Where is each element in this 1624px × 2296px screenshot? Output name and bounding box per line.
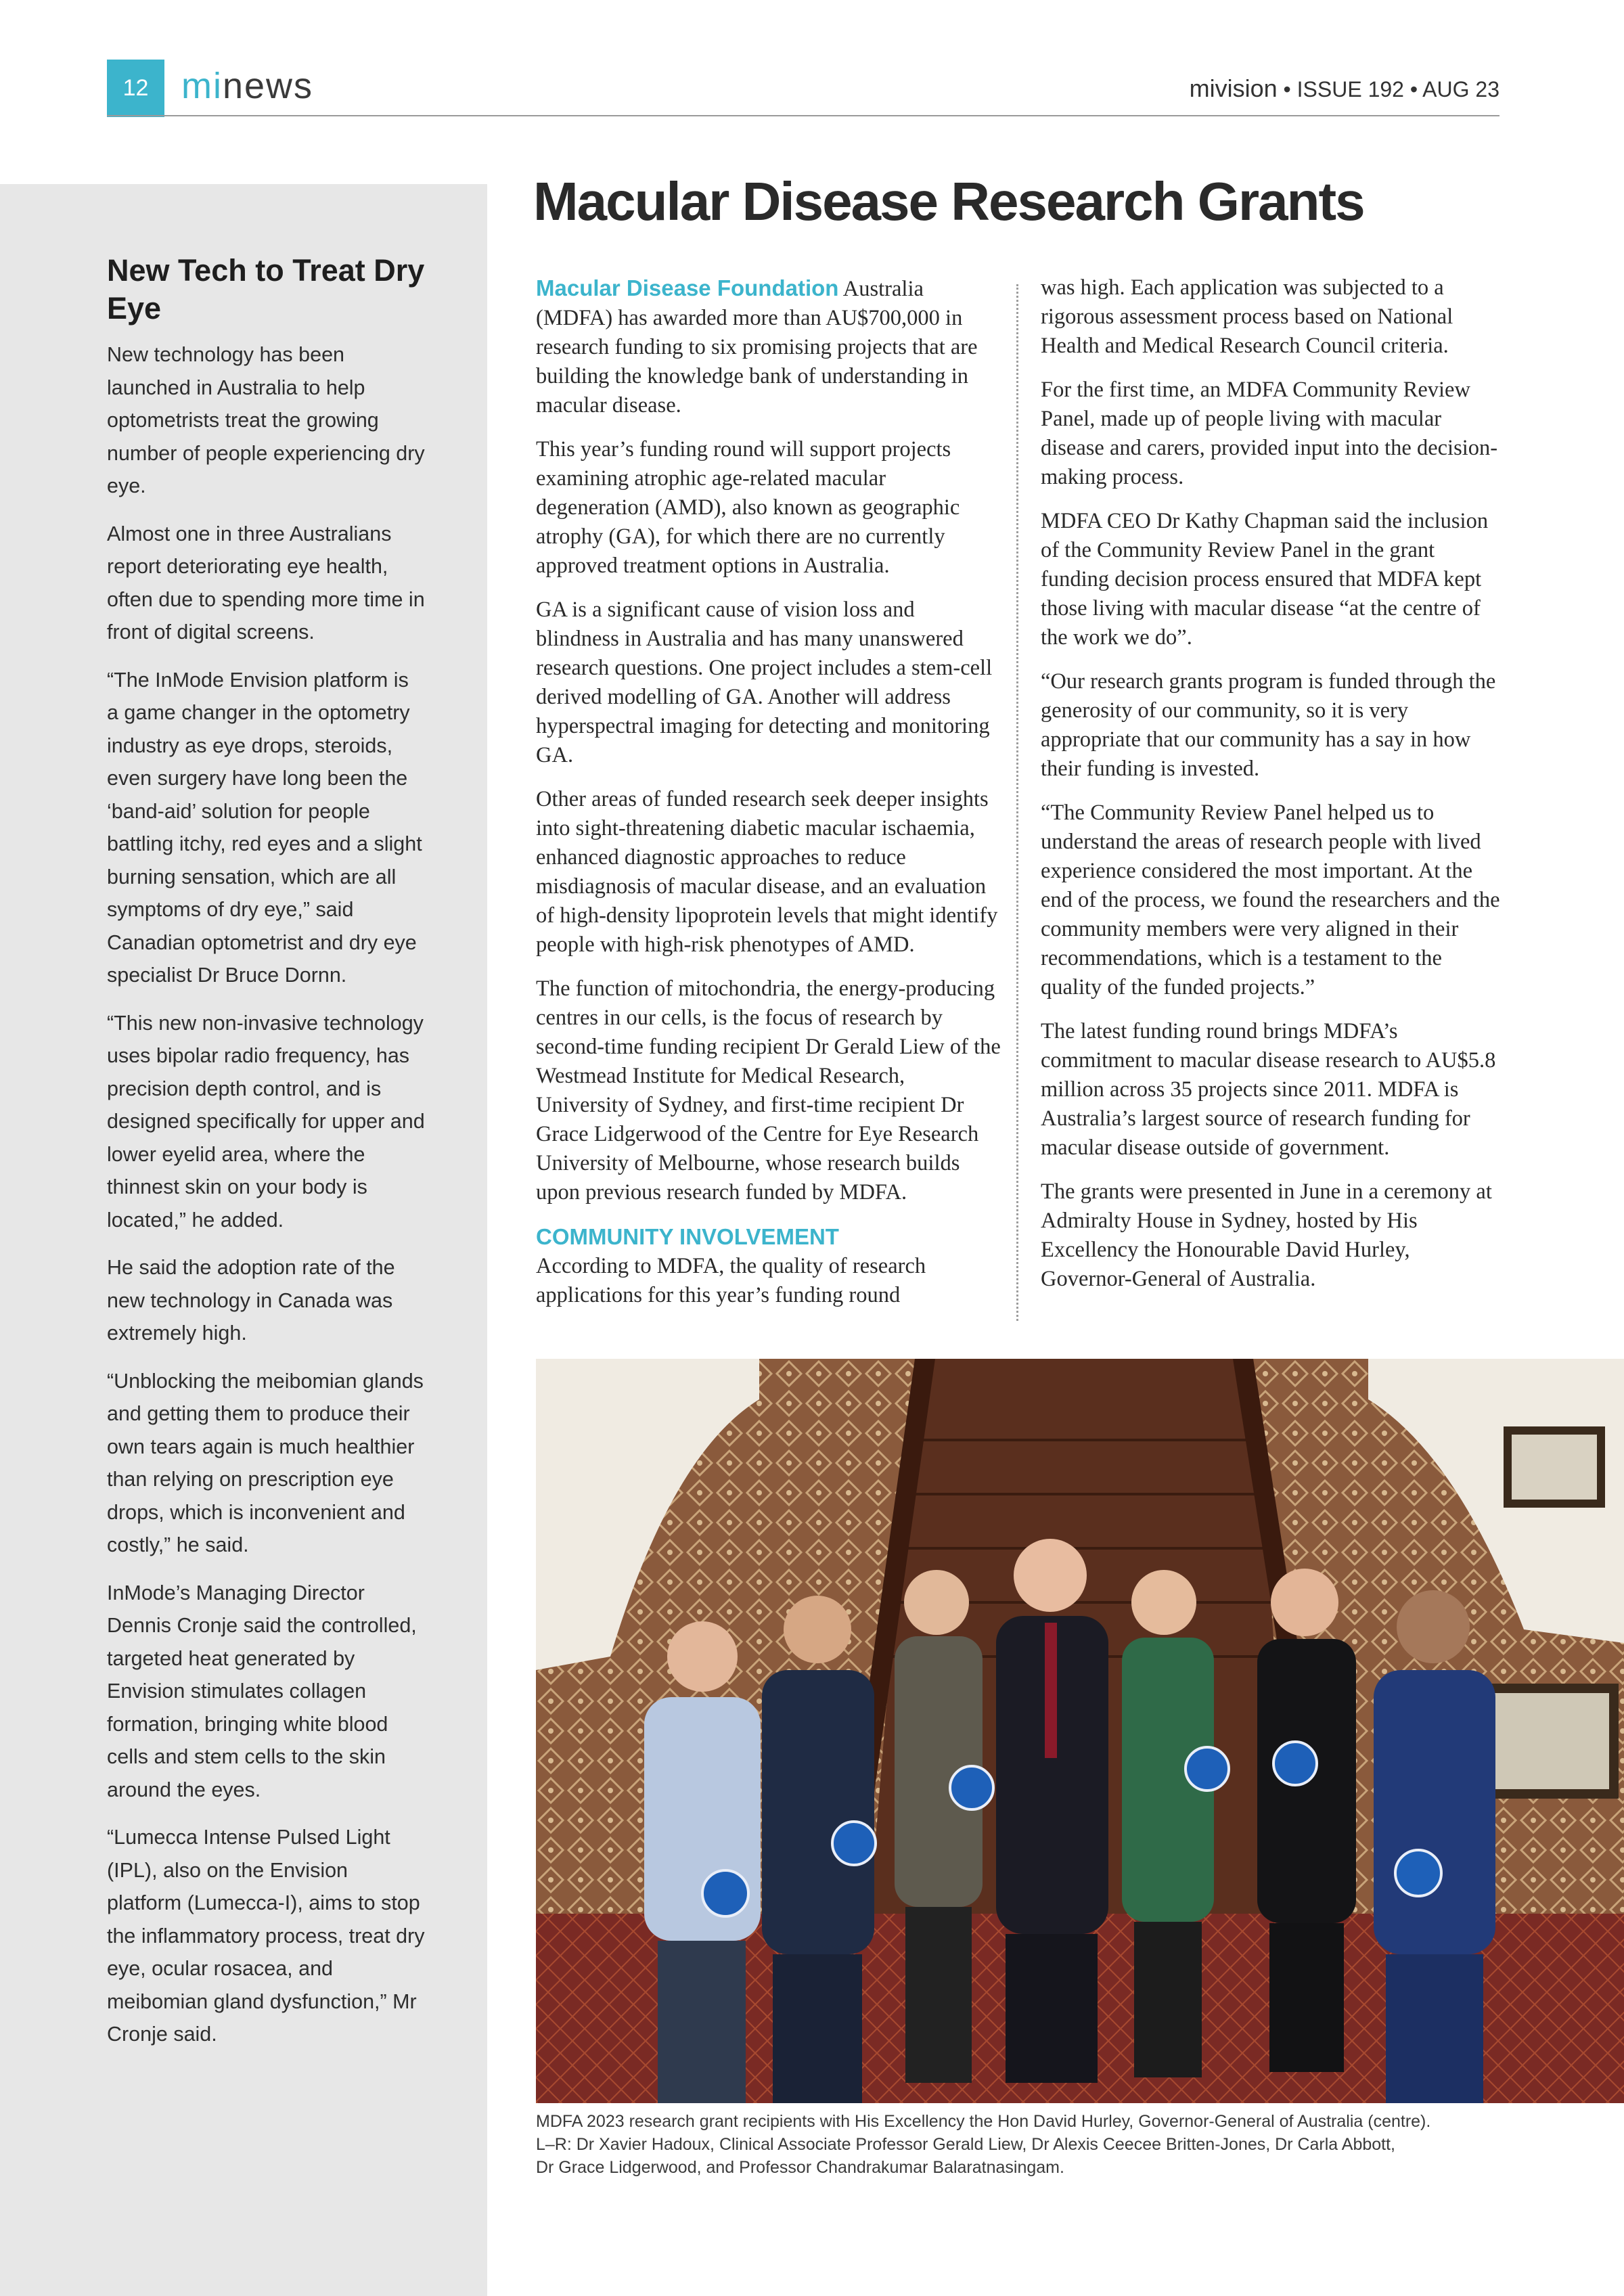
article-column-2	[1041, 273, 1501, 1309]
sidebar-paragraph: “This new non-invasive technology uses bipolar radio frequency, has precision depth control, and is designed specifically for upper and lower eyelid area, where the thinnest skin on your body is located,” he added.	[107, 1011, 425, 1232]
article-paragraph: “The Community Review Panel helped us to understand the areas of research people with lived experience considered the most important. At the end of the process, we found the researchers and the community members were very aligned in their recommendations, which is a testament to the quality of the funded projects.”	[1041, 801, 1500, 999]
article-paragraph: For the first time, an MDFA Community Review Panel, made up of people living with macular disease and carers, provided input into the decision-making process.	[1041, 378, 1498, 489]
article-paragraph: The grants were presented in June in a ceremony at Admiralty House in Sydney, hosted by His Excellency the Honourable David Hurley, Governor-General of Australia.	[1041, 1179, 1492, 1291]
header-divider	[107, 115, 1499, 116]
section-label	[181, 62, 313, 110]
sidebar-paragraph: New technology has been launched in Australia to help optometrists treat the growing number of people experiencing dry eye.	[107, 343, 425, 497]
sidebar-body	[107, 338, 425, 2066]
caption-line: L–R: Dr Xavier Hadoux, Clinical Associate Professor Gerald Liew, Dr Alexis Ceecee Britten-Jones, Dr Carla Abbott,	[536, 2135, 1395, 2154]
section-suffix: news	[222, 66, 314, 106]
article-column-1	[536, 273, 1003, 1325]
sidebar-title: New Tech to Treat Dry Eye	[107, 253, 425, 325]
issue-number: ISSUE 192	[1296, 77, 1404, 102]
issue-date: AUG 23	[1422, 77, 1499, 102]
lead-text: Australia (MDFA) has awarded more than AU$700,000 in research funding to six promising projects that are building the knowledge bank of understanding in macular disease.	[536, 277, 978, 418]
caption-line: Dr Grace Lidgerwood, and Professor Chandrakumar Balaratnasingam.	[536, 2158, 1064, 2177]
article-paragraph: GA is a significant cause of vision loss and blindness in Australia and has many unanswered research questions. One project includes a stem-cell derived modelling of GA. Another will address hyperspectral imaging for detecting and monitoring GA.	[536, 598, 993, 767]
article-paragraph: MDFA CEO Dr Kathy Chapman said the inclusion of the Community Review Panel in the grant funding decision process ensured that MDFA kept those living with macular disease “at the centre of the work we do”.	[1041, 509, 1489, 650]
article-title: Macular Disease Research Grants	[533, 171, 1364, 231]
sidebar-paragraph: Almost one in three Australians report deteriorating eye health, often due to spending more time in front of digital screens.	[107, 522, 425, 644]
issue-info	[1190, 74, 1499, 103]
sidebar-paragraph: “Lumecca Intense Pulsed Light (IPL), also on the Envision platform (Lumecca-I), aims to stop the inflammatory process, treat dry eye, ocular rosacea, and meibomian gland dysfunction,” Mr Cronje said.	[107, 1826, 425, 2046]
photo-caption	[536, 2110, 1592, 2179]
bullet: •	[1409, 77, 1418, 102]
section-prefix: mi	[181, 66, 223, 106]
article-paragraph: This year’s funding round will support projects examining atrophic age-related macular degeneration (AMD), also known as geographic atrophy (GA), for which there are no currently approved treatment options in Australia.	[536, 437, 960, 578]
article-paragraph: Other areas of funded research seek deeper insights into sight-threatening diabetic macular ischaemia, enhanced diagnostic approaches to reduce misdiagnosis of macular disease, and an evaluation of high-density lipoprotein levels that might identify people with high-risk phenotypes of AMD.	[536, 787, 998, 957]
subheading: COMMUNITY INVOLVEMENT	[536, 1224, 839, 1249]
article-paragraph: “Our research grants program is funded through the generosity of our community, so it is very appropriate that our community has a say in how their funding is invested.	[1041, 669, 1496, 781]
caption-line: MDFA 2023 research grant recipients with His Excellency the Hon David Hurley, Governor-General of Australia (centre).	[536, 2112, 1431, 2131]
sidebar-paragraph: He said the adoption rate of the new technology in Canada was extremely high.	[107, 1256, 395, 1345]
article-paragraph: According to MDFA, the quality of research applications for this year’s funding round	[536, 1254, 926, 1307]
group-photo	[536, 1359, 1624, 2103]
lead-organization: Macular Disease Foundation	[536, 275, 839, 300]
article-paragraph: was high. Each application was subjected to a rigorous assessment process based on National Health and Medical Research Council criteria.	[1041, 275, 1453, 358]
sidebar-paragraph: “The InMode Envision platform is a game changer in the optometry industry as eye drops, steroids, even surgery have long been the ‘band-aid’ solution for people battling itchy, red eyes and a slight burning sensation, which are all symptoms of dry eye,” said Canadian optometrist and dry eye specialist Dr Bruce Dornn.	[107, 668, 422, 987]
sidebar-paragraph: “Unblocking the meibomian glands and getting them to produce their own tears again is much healthier than relying on prescription eye drops, which is inconvenient and costly,” he said.	[107, 1369, 424, 1556]
column-divider	[1016, 284, 1018, 1321]
magazine-name: mivision	[1189, 74, 1278, 102]
article-paragraph: The latest funding round brings MDFA’s commitment to macular disease research to AU$5.8 million across 35 projects since 2011. MDFA is Australia’s largest source of research funding for macular disease outside of government.	[1041, 1019, 1496, 1160]
sidebar-paragraph: InMode’s Managing Director Dennis Cronje said the controlled, targeted heat generated by Envision stimulates collagen formation, bringing white blood cells and stem cells to the skin around the eyes.	[107, 1581, 417, 1801]
bullet: •	[1283, 77, 1291, 102]
article-paragraph	[536, 273, 1003, 420]
page-number: 12	[107, 60, 164, 117]
article-paragraph: The function of mitochondria, the energy-producing centres in our cells, is the focus of research by second-time funding recipient Dr Gerald Liew of the Westmead Institute for Medical Research, University of Sydney, and first-time recipient Dr Grace Lidgerwood of the Centre for Eye Research University of Melbourne, whose research builds upon previous research funded by MDFA.	[536, 976, 1001, 1205]
